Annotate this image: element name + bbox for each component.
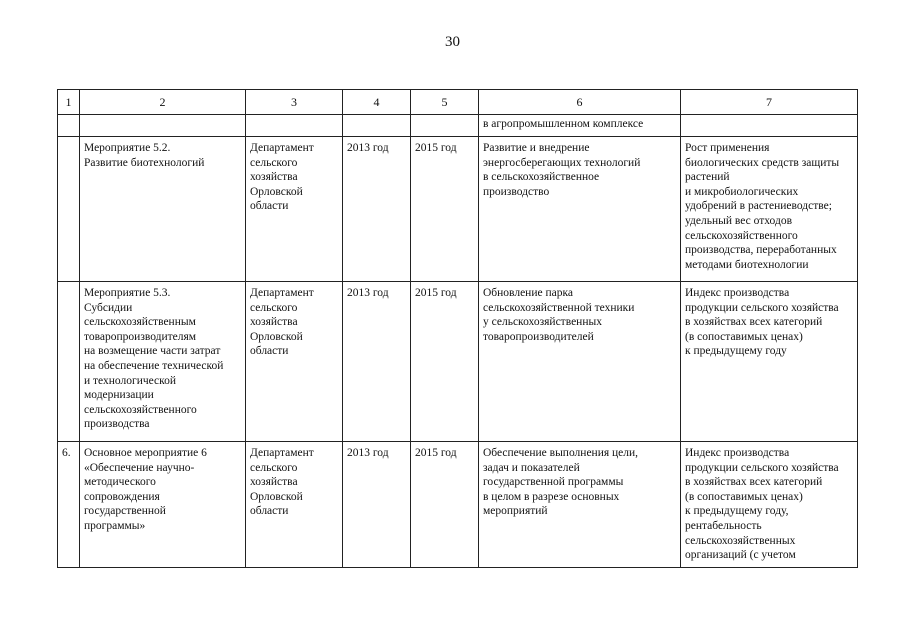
- cell-expected-result: Обеспечение выполнения цели, задач и показателей государственной программы в целом в разрезе основных мероприятий: [479, 442, 681, 568]
- cell-executor: Департамент сельского хозяйства Орловской области: [246, 137, 343, 282]
- cell-measure-name: Мероприятие 5.3. Субсидии сельскохозяйственным товаропроизводителям на возмещение части затрат на обеспечение технической и технологической модернизации сельскохозяйственного производства: [80, 282, 246, 442]
- table-header-row: [58, 90, 858, 115]
- cell-result-continuation: в агропромышленном комплексе: [479, 115, 681, 137]
- header-col-2: 2: [80, 90, 246, 115]
- cell-number: 6.: [58, 442, 80, 568]
- header-col-1: 1: [58, 90, 80, 115]
- header-col-3: 3: [246, 90, 343, 115]
- cell-number: [58, 137, 80, 282]
- header-col-4: 4: [343, 90, 411, 115]
- cell-empty: [411, 115, 479, 137]
- continuation-row: [58, 115, 858, 137]
- header-col-6: 6: [479, 90, 681, 115]
- cell-expected-result: Развитие и внедрение энергосберегающих технологий в сельскохозяйственное производство: [479, 137, 681, 282]
- table-row: [58, 282, 858, 442]
- cell-indicator: Рост применения биологических средств защиты растений и микробиологических удобрений в растениеводстве; удельный вес отходов сельскохозяйственного производства, переработанных методами биотехнологии: [681, 137, 858, 282]
- cell-empty: [246, 115, 343, 137]
- table-row: [58, 137, 858, 282]
- cell-start-year: 2013 год: [343, 282, 411, 442]
- header-col-7: 7: [681, 90, 858, 115]
- cell-empty: [58, 115, 80, 137]
- cell-executor: Департамент сельского хозяйства Орловской области: [246, 442, 343, 568]
- cell-start-year: 2013 год: [343, 137, 411, 282]
- page-number: 30: [445, 34, 460, 50]
- cell-number: [58, 282, 80, 442]
- cell-end-year: 2015 год: [411, 442, 479, 568]
- header-col-5: 5: [411, 90, 479, 115]
- cell-start-year: 2013 год: [343, 442, 411, 568]
- cell-empty: [80, 115, 246, 137]
- program-measures-table: [57, 89, 858, 568]
- cell-empty: [681, 115, 858, 137]
- cell-end-year: 2015 год: [411, 282, 479, 442]
- cell-indicator: Индекс производства продукции сельского хозяйства в хозяйствах всех категорий (в сопоставимых ценах) к предыдущему году: [681, 282, 858, 442]
- cell-indicator: Индекс производства продукции сельского хозяйства в хозяйствах всех категорий (в сопоставимых ценах) к предыдущему году, рентабельность сельскохозяйственных организаций (с учетом: [681, 442, 858, 568]
- cell-end-year: 2015 год: [411, 137, 479, 282]
- cell-expected-result: Обновление парка сельскохозяйственной техники у сельскохозяйственных товаропроизводителей: [479, 282, 681, 442]
- cell-empty: [343, 115, 411, 137]
- cell-measure-name: Основное мероприятие 6 «Обеспечение научно- методического сопровождения государственной программы»: [80, 442, 246, 568]
- table-row: [58, 442, 858, 568]
- cell-measure-name: Мероприятие 5.2. Развитие биотехнологий: [80, 137, 246, 282]
- cell-executor: Департамент сельского хозяйства Орловской области: [246, 282, 343, 442]
